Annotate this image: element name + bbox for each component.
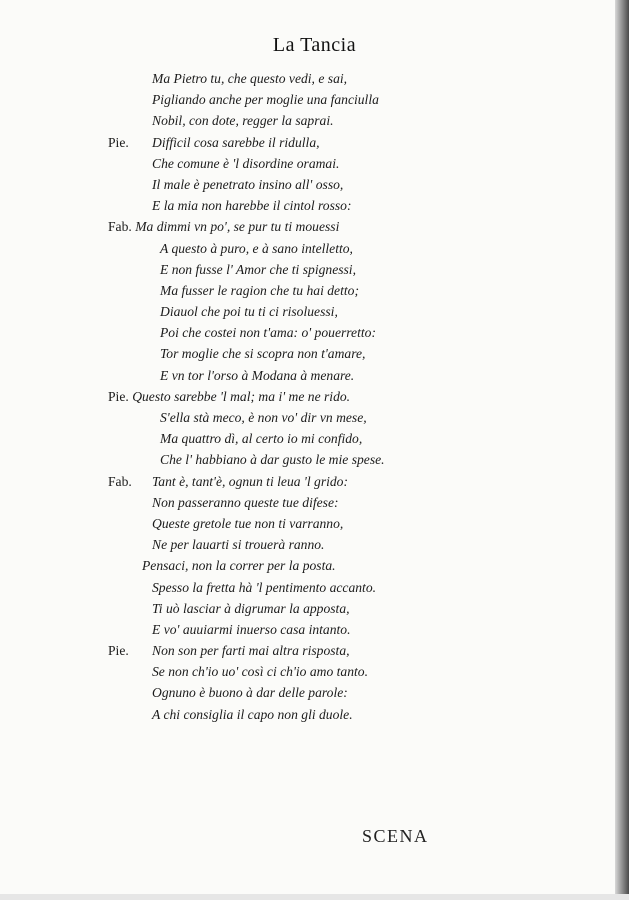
verse-text: Difficil cosa sarebbe il ridulla, [152, 134, 320, 150]
verse-line [108, 661, 468, 682]
verse-block [108, 68, 468, 725]
verse-text: Che comune è 'l disordine oramai. [152, 155, 340, 171]
verse-line [108, 238, 468, 259]
catchword: SCENA [362, 826, 429, 846]
verse-line [108, 682, 468, 703]
verse-line [108, 174, 468, 195]
verse-text: Pigliando anche per moglie una fanciulla [152, 92, 379, 108]
verse-line [108, 619, 468, 640]
speaker-label: Pie. [108, 134, 129, 150]
page-bottom-edge [0, 894, 629, 900]
verse-text: Ma dimmi vn po', se pur tu ti mouessi [135, 219, 340, 235]
verse-text: Ma quattro dì, al certo io mi confido, [160, 431, 363, 447]
verse-text: A chi consiglia il capo non gli duole. [152, 706, 353, 722]
speaker-label: Fab. [108, 219, 132, 235]
verse-text: Che l' habbiano à dar gusto le mie spese. [160, 452, 385, 468]
verse-text: Ma Pietro tu, che questo vedi, e sai, [152, 71, 348, 86]
verse-line [108, 89, 468, 110]
verse-line [108, 577, 468, 598]
verse-text: Queste gretole tue non ti varranno, [152, 515, 344, 531]
verse-line [108, 110, 468, 131]
verse-line [108, 428, 468, 449]
verse-line [108, 301, 468, 322]
verse-text: Ma fusser le ragion che tu hai detto; [160, 282, 359, 298]
speaker-label: Pie. [108, 643, 129, 659]
page-edge-shadow [615, 0, 629, 900]
verse-line [108, 68, 468, 89]
verse-text: Nobil, con dote, regger la saprai. [152, 113, 334, 129]
speaker-label: Fab. [108, 473, 132, 489]
verse-text: E la mia non harebbe il cintol rosso: [152, 198, 352, 214]
verse-text: E non fusse l' Amor che ti spignessi, [160, 261, 356, 277]
verse-line [108, 555, 468, 576]
verse-text: S'ella stà meco, è non vo' dir vn mese, [160, 410, 367, 425]
verse-line [108, 365, 468, 386]
verse-line [108, 704, 468, 725]
verse-line [108, 195, 468, 216]
verse-line [108, 216, 468, 237]
verse-text: Tant è, tant'è, ognun ti leua 'l grido: [152, 473, 349, 489]
verse-text: Ognuno è buono à dar delle parole: [152, 685, 348, 701]
running-head: La Tancia [272, 34, 357, 56]
verse-line [108, 153, 468, 174]
verse-text: Spesso la fretta hà 'l pentimento accanto. [152, 579, 377, 595]
verse-text: Poi che costei non t'ama: o' pouerretto: [160, 325, 376, 341]
verse-text: Tor moglie che si scopra non t'amare, [160, 346, 366, 362]
verse-text: Non passeranno queste tue difese: [152, 494, 339, 510]
verse-text: Pensaci, non la correr per la posta. [142, 558, 336, 574]
verse-line [108, 598, 468, 619]
verse-text: Questo sarebbe 'l mal; ma i' me ne rido. [132, 388, 351, 404]
verse-text: E vn tor l'orso à Modana à menare. [160, 367, 355, 383]
verse-line [108, 492, 468, 513]
verse-text: Non son per farti mai altra risposta, [152, 643, 350, 659]
speaker-label: Pie. [108, 388, 129, 404]
verse-line [108, 343, 468, 364]
verse-line [108, 449, 468, 470]
verse-text: Diauol che poi tu ti ci risoluessi, [160, 304, 338, 320]
verse-line [108, 132, 468, 153]
verse-text: A questo à puro, e à sano intelletto, [160, 240, 353, 256]
verse-text: Se non ch'io uo' così ci ch'io amo tanto. [152, 664, 368, 680]
verse-text: Ne per lauarti si trouerà ranno. [152, 537, 325, 553]
verse-text: E vo' auuiarmi inuerso casa intanto. [152, 621, 351, 637]
verse-line [108, 640, 468, 661]
verse-text: Il male è penetrato insino all' osso, [152, 176, 344, 192]
verse-line [108, 386, 468, 407]
verse-line [108, 280, 468, 301]
verse-line [108, 259, 468, 280]
verse-line [108, 513, 468, 534]
verse-line [108, 407, 468, 428]
verse-line [108, 471, 468, 492]
verse-text: Ti uò lasciar à digrumar la apposta, [152, 600, 350, 616]
verse-line [108, 534, 468, 555]
verse-line [108, 322, 468, 343]
